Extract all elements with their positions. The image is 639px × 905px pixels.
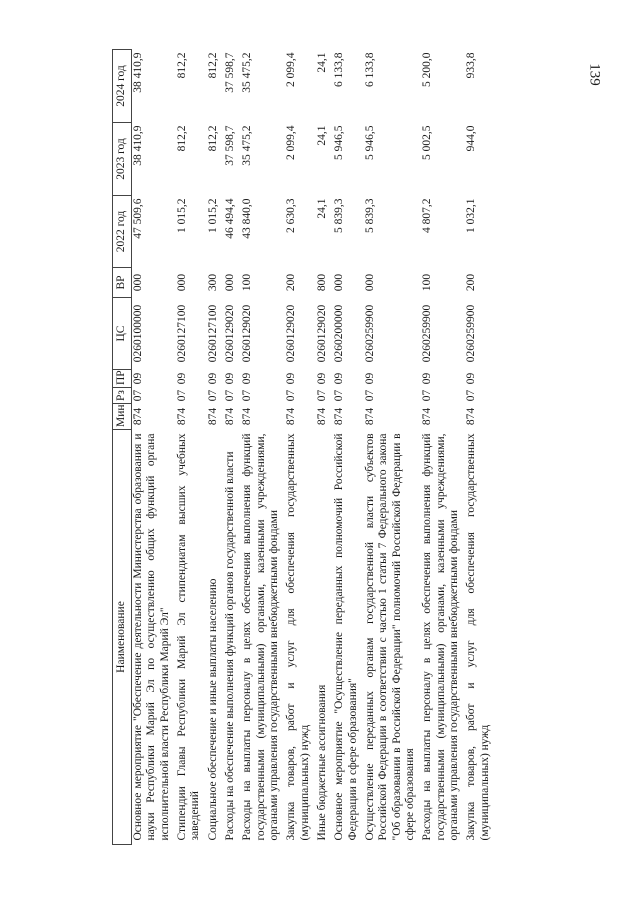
row-vr: 300: [206, 273, 219, 292]
row-rz: 07: [206, 389, 219, 402]
row-min: 874: [315, 407, 328, 426]
row-pr: 09: [315, 372, 328, 385]
header-min: Мин: [113, 404, 132, 430]
row-min: 874: [465, 407, 478, 426]
header-name: Наименование: [113, 430, 132, 845]
row-vr: 200: [285, 273, 298, 292]
table-row: [421, 50, 465, 845]
row-name: Социальное обеспечение и иные выплаты населению: [206, 578, 219, 841]
table-row: [316, 50, 333, 845]
header-cs: ЦС: [113, 298, 132, 370]
row-name: Стипендии Главы Республики Марий Эл стипендиатам высших учебных заведений: [175, 433, 202, 841]
row-pr: 09: [132, 372, 144, 385]
row-value-2023: 944,0: [465, 125, 478, 152]
row-pr: 09: [333, 372, 346, 385]
row-value-2024: 6 133,8: [333, 52, 346, 87]
row-min: 874: [175, 407, 188, 426]
row-vr: 200: [465, 273, 478, 292]
row-value-2023: 5 002,5: [421, 125, 434, 160]
row-pr: 09: [285, 372, 298, 385]
row-value-2022: 5 839,3: [333, 198, 346, 233]
row-cs: 0260127100: [206, 304, 219, 363]
row-rz: 07: [465, 389, 478, 402]
row-value-2022: 2 630,3: [285, 198, 298, 233]
row-min: 874: [206, 407, 219, 426]
row-pr: 09: [421, 372, 434, 385]
row-value-2024: 38 410,9: [132, 52, 144, 93]
row-value-2022: 5 839,3: [363, 198, 376, 233]
row-value-2022: 1 015,2: [175, 198, 188, 233]
header-rz: Рз: [113, 388, 132, 404]
row-name: Осуществление переданных органам государственной власти субъектов Российской Федерации в соответствии с частью 1 статьи 7 Федерального закона "Об образовании в Российской Федерации" полномочий Российской Федерации в сфере образования: [363, 433, 416, 841]
row-rz: 07: [333, 389, 346, 402]
table-row: [285, 50, 316, 845]
row-cs: 0260129020: [285, 304, 298, 363]
row-name: Основное мероприятие "Осуществление переданных полномочий Российской Федерации в сфере образования": [333, 433, 359, 841]
row-value-2023: 5 946,5: [333, 125, 346, 160]
row-pr: 09: [223, 372, 236, 385]
row-min: 874: [363, 407, 376, 426]
row-value-2023: 5 946,5: [363, 125, 376, 160]
header-pr: ПР: [113, 370, 132, 388]
row-min: 874: [223, 407, 236, 426]
row-value-2023: 2 099,4: [285, 125, 298, 160]
row-value-2022: 4 807,2: [421, 198, 434, 233]
row-value-2022: 47 509,6: [132, 198, 144, 239]
header-vr: ВР: [113, 268, 132, 298]
row-pr: 09: [241, 372, 254, 385]
row-rz: 07: [223, 389, 236, 402]
row-name: Расходы на обеспечение выполнения функций органов государственной власти: [223, 451, 236, 841]
row-value-2023: 24,1: [315, 125, 328, 146]
row-rz: 07: [421, 389, 434, 402]
row-cs: 0260259900: [465, 304, 478, 363]
row-pr: 09: [175, 372, 188, 385]
row-vr: 000: [223, 273, 236, 292]
table-header-row: [113, 50, 132, 845]
row-name: Расходы на выплаты персоналу в целях обеспечения выполнения функций государственными (муниципальными) органами, казенными учреждениями, органами управления государственными внебюджетными фондами: [241, 433, 280, 841]
table-body: [132, 50, 496, 845]
row-name: Иные бюджетные ассигнования: [315, 684, 328, 841]
row-vr: 000: [333, 273, 346, 292]
row-vr: 000: [175, 273, 188, 292]
row-value-2024: 5 200,0: [421, 52, 434, 87]
row-vr: 800: [315, 273, 328, 292]
row-vr: 000: [132, 273, 144, 292]
row-vr: 100: [421, 273, 434, 292]
row-min: 874: [241, 407, 254, 426]
row-value-2024: 6 133,8: [363, 52, 376, 87]
table-row: [224, 50, 241, 845]
table-row: [176, 50, 207, 845]
page-number: 139: [586, 63, 603, 86]
row-rz: 07: [175, 389, 188, 402]
row-cs: 0260127100: [175, 304, 188, 363]
row-cs: 0260129020: [223, 304, 236, 363]
row-cs: 0260200000: [333, 304, 346, 363]
row-cs: 0260259900: [421, 304, 434, 363]
header-2023: 2023 год: [113, 123, 132, 196]
row-value-2022: 1 032,1: [465, 198, 478, 233]
row-value-2024: 933,8: [465, 52, 478, 79]
table-row: [333, 50, 364, 845]
row-cs: 0260100000: [132, 304, 144, 363]
row-value-2023: 812,2: [175, 125, 188, 152]
table-row: [364, 50, 421, 845]
row-rz: 07: [132, 389, 144, 402]
budget-table: [112, 49, 496, 845]
row-pr: 09: [465, 372, 478, 385]
row-name: Расходы на выплаты персоналу в целях обеспечения выполнения функций государственными (муниципальными) органами, казенными учреждениями, органами управления государственными внебюджетными фондами: [421, 433, 460, 841]
table-row: [132, 50, 176, 845]
row-value-2024: 812,2: [175, 52, 188, 79]
row-rz: 07: [315, 389, 328, 402]
row-value-2022: 1 015,2: [206, 198, 219, 233]
row-name: Закупка товаров, работ и услуг для обеспечения государственных (муниципальных) нужд: [465, 433, 491, 841]
row-value-2022: 43 840,0: [241, 198, 254, 239]
row-rz: 07: [285, 389, 298, 402]
row-value-2023: 35 475,2: [241, 125, 254, 166]
table-row: [207, 50, 224, 845]
row-value-2024: 24,1: [315, 52, 328, 73]
table-row: [465, 50, 496, 845]
row-vr: 000: [363, 273, 376, 292]
row-pr: 09: [363, 372, 376, 385]
row-value-2023: 37 598,7: [223, 125, 236, 166]
row-min: 874: [132, 407, 144, 426]
row-value-2024: 2 099,4: [285, 52, 298, 87]
header-2024: 2024 год: [113, 50, 132, 123]
row-cs: 0260259900: [363, 304, 376, 363]
row-min: 874: [285, 407, 298, 426]
row-name: Основное мероприятие "Обеспечение деятельности Министерства образования и науки Республики Марий Эл по осуществлению общих функций органа исполнительной власти Республики Марий Эл": [132, 433, 171, 841]
row-cs: 0260129020: [241, 304, 254, 363]
row-value-2024: 35 475,2: [241, 52, 254, 93]
row-rz: 07: [241, 389, 254, 402]
row-value-2023: 38 410,9: [132, 125, 144, 166]
row-value-2024: 37 598,7: [223, 52, 236, 93]
row-value-2023: 812,2: [206, 125, 219, 152]
row-min: 874: [421, 407, 434, 426]
row-vr: 100: [241, 273, 254, 292]
row-cs: 0260129020: [315, 304, 328, 363]
row-name: Закупка товаров, работ и услуг для обеспечения государственных (муниципальных) нужд: [285, 433, 311, 841]
header-2022: 2022 год: [113, 196, 132, 268]
row-value-2022: 46 494,4: [223, 198, 236, 239]
row-pr: 09: [206, 372, 219, 385]
row-rz: 07: [363, 389, 376, 402]
row-value-2022: 24,1: [315, 198, 328, 219]
row-value-2024: 812,2: [206, 52, 219, 79]
table-row: [241, 50, 285, 845]
row-min: 874: [333, 407, 346, 426]
rotated-page-content: [112, 50, 617, 845]
